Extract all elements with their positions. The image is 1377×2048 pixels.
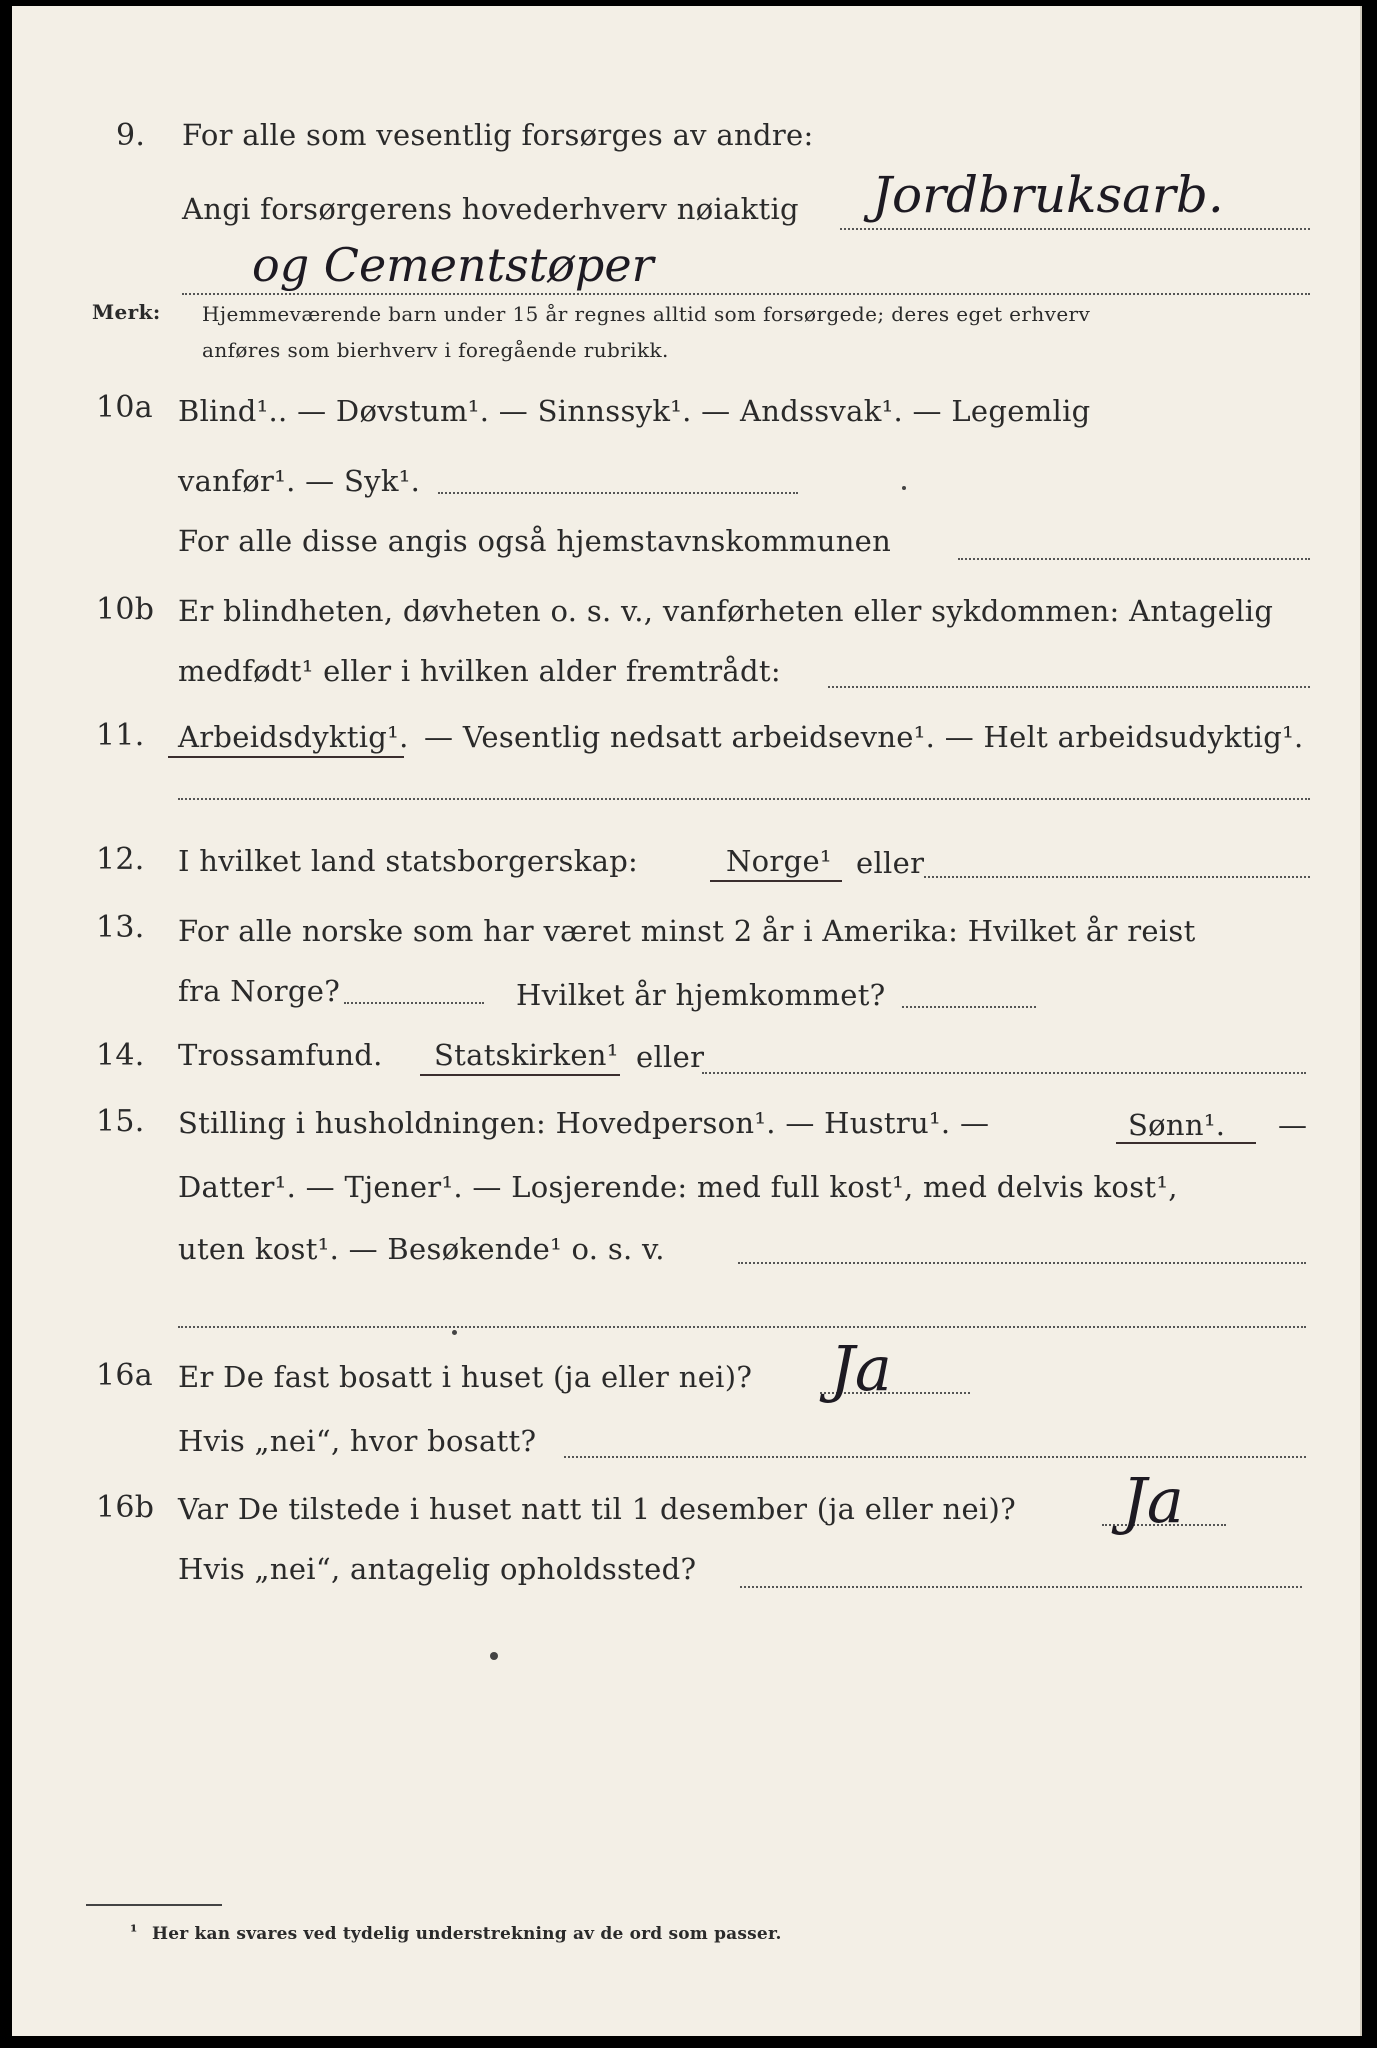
q12-number: 12. (96, 842, 145, 877)
ink-speck (452, 1330, 457, 1335)
q12-text: I hvilket land statsborgerskap: (178, 844, 639, 878)
footnote-rule (86, 1904, 222, 1906)
q15-answer-line1[interactable] (738, 1262, 1306, 1264)
q10b-line1: Er blindheten, døvheten o. s. v., vanførheten eller sykdommen: Antagelig (178, 594, 1274, 628)
q10a-line3: For alle disse angis også hjemstavnskommunen (178, 524, 892, 558)
q9-answer-line2[interactable] (182, 293, 1310, 295)
q10b-answer-line[interactable] (828, 686, 1310, 688)
q15-line1c: — (1278, 1108, 1308, 1142)
q12-option-norge[interactable]: Norge¹ (726, 844, 832, 878)
q9-line1: For alle som vesentlig forsørges av andre: (182, 118, 814, 152)
q9-line2: Angi forsørgerens hovederhverv nøiaktig (182, 192, 799, 226)
q13-reist-line[interactable] (344, 1002, 484, 1004)
merk-line1: Hjemmeværende barn under 15 år regnes alltid som forsørgede; deres eget erhverv (202, 302, 1091, 326)
q15-number: 15. (96, 1104, 145, 1139)
q14-answer-line[interactable] (702, 1072, 1306, 1074)
q9-handwritten-answer2: og Cementstøper (252, 238, 654, 292)
q15-option-sonn[interactable]: Sønn¹. (1128, 1108, 1226, 1142)
q11-rest: — Vesentlig nedsatt arbeidsevne¹. — Helt arbeidsudyktig¹. (424, 720, 1304, 754)
q10a-hjemstavn-line[interactable] (958, 558, 1310, 560)
merk-label: Merk: (92, 300, 161, 324)
q9-answer-line1[interactable] (840, 228, 1310, 230)
q16a-line1: Er De fast bosatt i huset (ja eller nei)? (178, 1360, 753, 1394)
q15-line3: uten kost¹. — Besøkende¹ o. s. v. (178, 1232, 665, 1266)
q11-answer-line[interactable] (178, 798, 1310, 800)
q13-line1: For alle norske som har været minst 2 år i Amerika: Hvilket år reist (178, 914, 1196, 948)
footnote-text: Her kan svares ved tydelig understrekning av de ord som passer. (152, 1924, 782, 1944)
q16a-line2: Hvis „nei“, hvor bosatt? (178, 1424, 537, 1458)
q10b-number: 10b (96, 592, 155, 627)
q14-option-statskirken[interactable]: Statskirken¹ (434, 1038, 619, 1072)
ink-speck (902, 486, 906, 490)
q11-number: 11. (96, 718, 145, 753)
q13-line2a: fra Norge? (178, 974, 341, 1008)
q14-number: 14. (96, 1038, 145, 1073)
q13-number: 13. (96, 910, 145, 945)
footnote-mark: ¹ (130, 1922, 138, 1942)
merk-line2: anføres som bierhverv i foregående rubrikk. (202, 338, 669, 362)
q12-underline-norge (710, 880, 842, 882)
q10a-syk-line[interactable] (438, 492, 798, 494)
q12-tail: eller (856, 846, 925, 880)
q10a-line2: vanfør¹. — Syk¹. (178, 464, 421, 498)
q11-underline-arbeidsdyktig (168, 756, 404, 758)
q16b-handwritten-answer: Ja (1122, 1464, 1184, 1537)
ink-speck (490, 1652, 498, 1660)
q9-handwritten-answer1: Jordbruksarb. (872, 166, 1224, 224)
q13-hjemkommet-line[interactable] (902, 1006, 1036, 1008)
q15-line2: Datter¹. — Tjener¹. — Losjerende: med full kost¹, med delvis kost¹, (178, 1170, 1178, 1204)
q16b-number: 16b (96, 1490, 155, 1525)
q11-option-arbeidsdyktig[interactable]: Arbeidsdyktig¹. (178, 720, 409, 754)
q13-line2b: Hvilket år hjemkommet? (516, 978, 886, 1012)
q15-answer-line2[interactable] (178, 1326, 1306, 1328)
q10a-line1: Blind¹.. — Døvstum¹. — Sinnssyk¹. — Andssvak¹. — Legemlig (178, 394, 1091, 428)
q14-tail: eller (636, 1040, 705, 1074)
q16a-number: 16a (96, 1358, 153, 1393)
q16b-line2: Hvis „nei“, antagelig opholdssted? (178, 1552, 697, 1586)
q14-text: Trossamfund. (178, 1038, 383, 1072)
q12-answer-line[interactable] (924, 876, 1310, 878)
q9-number: 9. (116, 118, 146, 153)
q16b-opholdssted-line[interactable] (740, 1586, 1302, 1588)
q16b-line1: Var De tilstede i huset natt til 1 desember (ja eller nei)? (178, 1492, 1016, 1526)
census-form-page (12, 6, 1362, 2036)
q10a-number: 10a (96, 390, 153, 425)
q16a-bosatt-line[interactable] (564, 1456, 1306, 1458)
q15-line1a: Stilling i husholdningen: Hovedperson¹. — Hustru¹. — (178, 1106, 990, 1140)
q14-underline-statskirken (420, 1074, 620, 1076)
q10b-line2: medfødt¹ eller i hvilken alder fremtrådt: (178, 654, 781, 688)
q15-underline-sonn (1116, 1142, 1256, 1144)
q16a-handwritten-answer: Ja (830, 1332, 892, 1405)
